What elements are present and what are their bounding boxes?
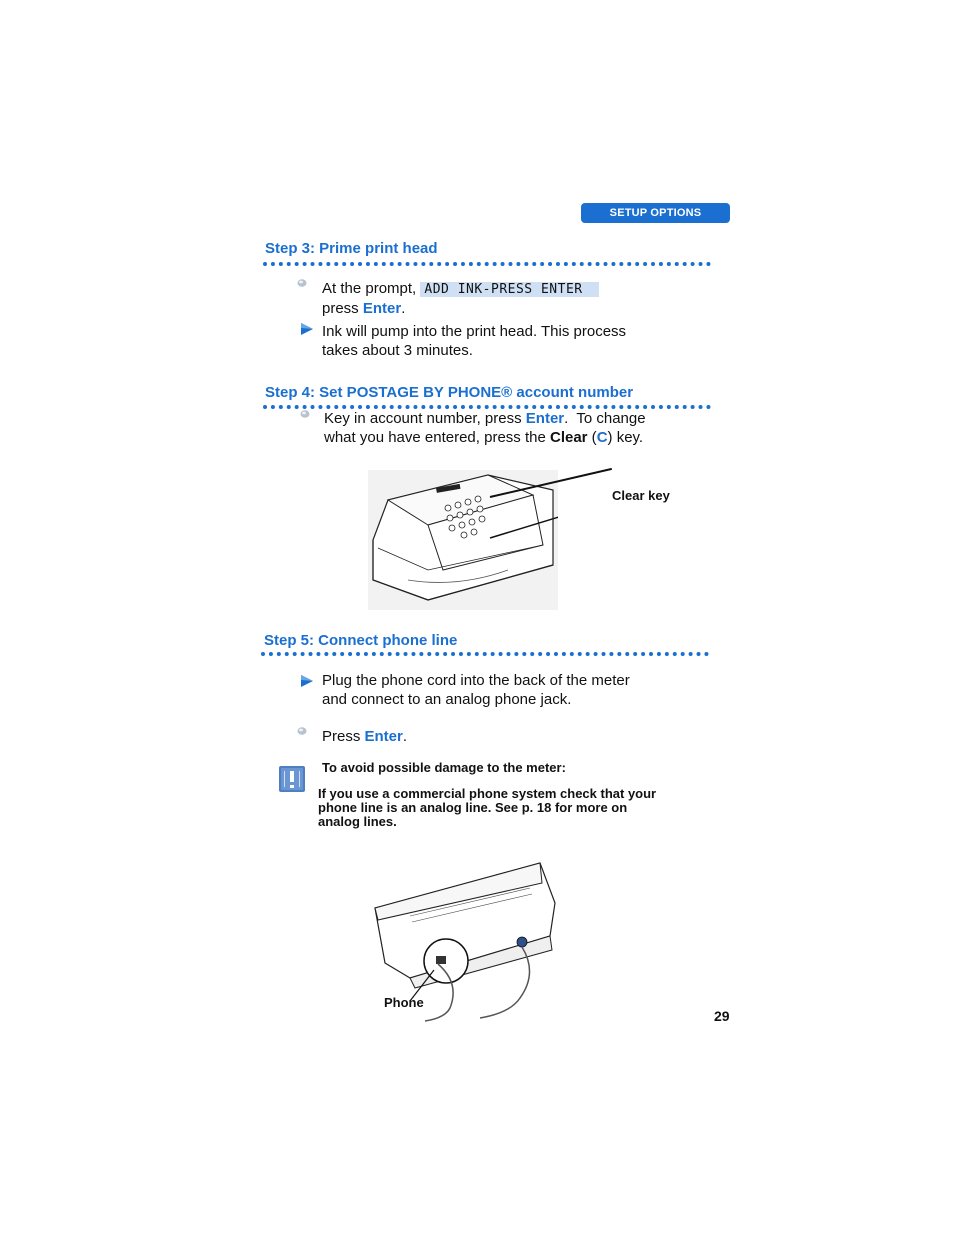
step5-item2	[322, 727, 407, 746]
text: what you have entered, press the	[324, 429, 546, 446]
step4-heading: Step 4: Set POSTAGE BY PHONE® account number	[265, 384, 634, 401]
display-prompt: ADD INK-PRESS ENTER	[420, 282, 598, 297]
c-key-label: C	[596, 429, 608, 446]
clear-key-label: Clear	[549, 429, 588, 446]
text: .	[402, 728, 408, 745]
bullet-dot-icon	[297, 726, 307, 736]
clear-key-callout: Clear key	[612, 488, 670, 503]
warning-title: To avoid possible damage to the meter:	[322, 760, 566, 775]
text: . To change	[564, 410, 646, 427]
warning-icon	[279, 766, 305, 792]
divider	[261, 652, 709, 656]
step4-item1	[324, 409, 646, 447]
step3-heading: Step 3: Prime print head	[265, 240, 438, 257]
enter-key-label: Enter	[364, 728, 403, 745]
text: press	[322, 300, 359, 317]
text: Plug the phone cord into the back of the meter	[322, 672, 630, 689]
enter-key-label: Enter	[362, 300, 402, 317]
bullet-dot-icon	[300, 409, 310, 419]
text: and connect to an analog phone jack.	[322, 691, 572, 708]
bullet-dot-icon	[297, 278, 307, 288]
text: Press	[322, 728, 361, 745]
phone-callout: Phone	[384, 995, 424, 1010]
warning-line: phone line is an analog line. See p. 18 for more on	[318, 800, 628, 815]
enter-key-label: Enter	[525, 410, 565, 427]
text: takes about 3 minutes.	[322, 342, 473, 359]
section-tab: SETUP OPTIONS	[581, 203, 730, 223]
step3-item2	[322, 322, 626, 360]
postage-meter-illustration	[368, 470, 558, 610]
text: (	[587, 429, 597, 446]
text: At the prompt,	[322, 280, 417, 297]
step3-item1	[322, 279, 599, 318]
text: Ink will pump into the print head. This process	[322, 323, 627, 340]
page-number: 29	[714, 1008, 730, 1024]
warning-line: analog lines.	[318, 814, 397, 829]
step5-item1	[322, 671, 630, 709]
arrow-bullet-icon	[300, 322, 314, 336]
arrow-bullet-icon	[300, 674, 314, 688]
divider	[263, 262, 711, 266]
step5-heading: Step 5: Connect phone line	[264, 632, 458, 649]
text: Key in account number, press	[324, 410, 522, 427]
warning-line: If you use a commercial phone system check that your	[318, 786, 657, 801]
text: .	[401, 300, 406, 317]
warning-body	[318, 787, 656, 829]
text: ) key.	[607, 429, 644, 446]
